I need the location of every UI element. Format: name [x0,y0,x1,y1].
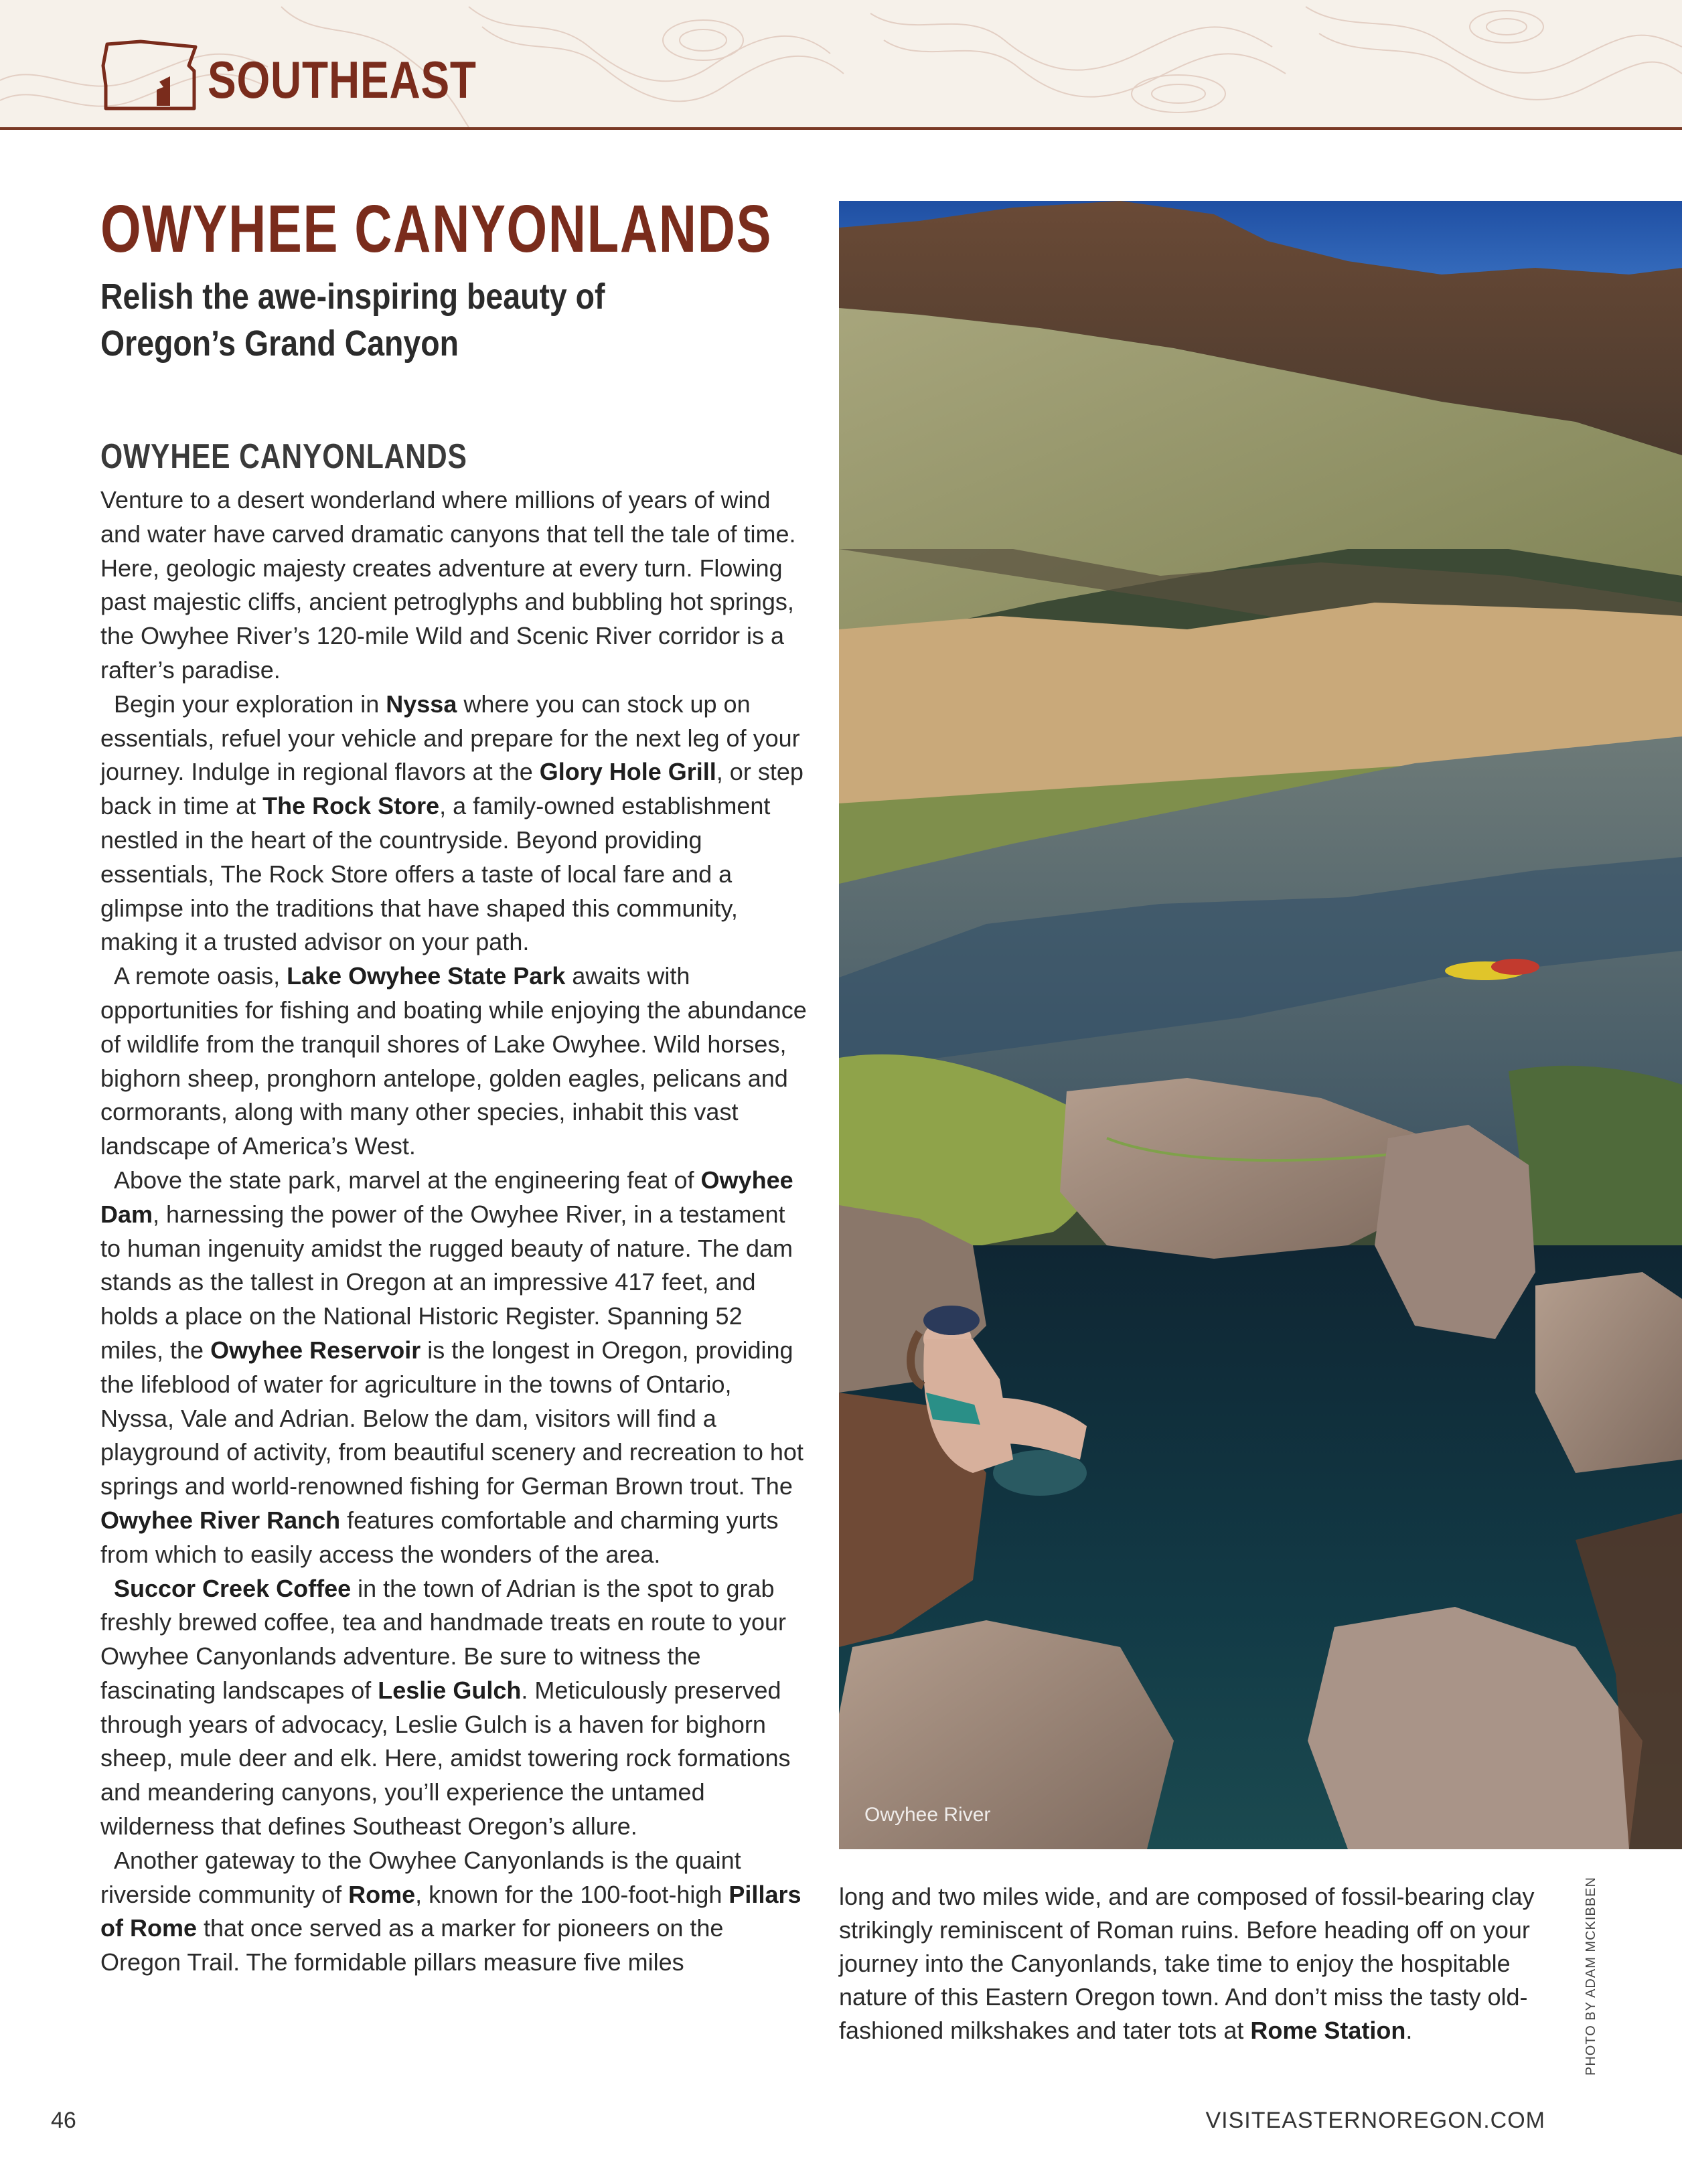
body-text-run: is the longest in Oregon, providing the lifeblood of water for agriculture in the towns of Ontario, Nyssa, Vale and Adrian. Below the dam, visitors will find a playground of activity, from beautiful scenery and recreation to hot springs and world-renowned fishing for German Brown trout. The [100,1336,804,1500]
body-paragraph [100,1844,810,1980]
page-header [0,0,1682,130]
body-text-run: . [1405,2017,1413,2044]
photo-credit: PHOTO BY ADAM MCKIBBEN [1584,1877,1598,2076]
photo-caption: Owyhee River [864,1804,991,1826]
body-text-run: awaits with opportunities for fishing and boating while enjoying the abundance of wildlife from the tranquil shores of Lake Owyhee. Wild horses, bighorn sheep, pronghorn antelope, golden eagles, pelicans and cormorants, along with many other species, inhabit this vast landscape of America’s West. [100,962,807,1160]
highlighted-place-name: Owyhee Reservoir [210,1336,421,1364]
body-text-run: Begin your exploration in [114,690,386,718]
highlighted-place-name: Leslie Gulch [378,1676,522,1704]
section-label: SOUTHEAST [208,50,477,109]
body-text-run: Above the state park, marvel at the engineering feat of [114,1166,701,1194]
highlighted-place-name: Succor Creek Coffee [114,1574,352,1602]
body-text-run: , known for the 100-foot-high [415,1880,729,1908]
body-paragraph [100,1164,810,1572]
body-text-run: where you can stock up on essentials, refuel your vehicle and prepare for the next leg of your journey. Indulge in regional flavors at the [100,690,800,786]
highlighted-place-name: Owyhee Dam [100,1166,793,1228]
highlighted-place-name: Glory Hole Grill [539,758,716,786]
body-paragraph [100,1572,810,1844]
body-text-run: Another gateway to the Owyhee Canyonlands is the quaint riverside community of [100,1846,741,1908]
article-body [100,483,810,1980]
website-link[interactable]: VISITEASTERNOREGON.COM [1205,2108,1545,2133]
body-text-run: . Meticulously preserved through years of advocacy, Leslie Gulch is a haven for bighorn sheep, mule deer and elk. Here, amidst towering rock formations and meandering canyons, you’ll experience the untamed wilderness that defines Southeast Oregon’s allure. [100,1676,791,1841]
highlighted-place-name: Owyhee River Ranch [100,1506,341,1534]
body-paragraph [100,483,810,688]
body-text-run: long and two miles wide, and are composed of fossil-bearing clay strikingly reminiscent of Roman ruins. Before heading off on your journey into the Canyonlands, take time to enjoy the hospitable nature of this Eastern Oregon town. And don’t miss the tasty old-fashioned milkshakes and tater tots at [839,1883,1535,2044]
highlighted-place-name: The Rock Store [262,792,440,820]
highlighted-place-name: Lake Owyhee State Park [287,962,566,990]
article-continuation [839,1880,1555,2047]
owyhee-river-photo [839,201,1682,1849]
body-text-run: features comfortable and charming yurts from which to easily access the wonders of the area. [100,1506,779,1568]
highlighted-place-name: Rome Station [1250,2017,1406,2044]
highlighted-place-name: Nyssa [386,690,457,718]
body-paragraph [100,688,810,959]
body-paragraph [839,1880,1555,2047]
body-text-run: Venture to a desert wonderland where millions of years of wind and water have carved dramatic canyons that tell the tale of time. Here, geologic majesty creates adventure at every turn. Flowing past majestic cliffs, ancient petroglyphs and bubbling hot springs, the Owyhee River’s 120-mile Wild and Scenic River corridor is a rafter’s paradise. [100,486,796,684]
body-paragraph [100,959,810,1164]
body-text-run: in the town of Adrian is the spot to grab freshly brewed coffee, tea and handmade treats en route to your Owyhee Canyonlands adventure. Be sure to witness the fascinating landscapes of [100,1574,786,1704]
body-text-run: that once served as a marker for pioneers on the Oregon Trail. The formidable pillars measure five miles [100,1914,724,1976]
section-subhead: OWYHEE CANYONLANDS [100,437,467,476]
page-number: 46 [51,2108,76,2133]
article-subtitle: Relish the awe-inspiring beauty of Oregon’s Grand Canyon [100,277,605,364]
oregon-state-icon [100,39,201,112]
body-text-run: , harnessing the power of the Owyhee River, in a testament to human ingenuity amidst the rugged beauty of nature. The dam stands as the tallest in Oregon at an impressive 417 feet, and holds a place on the National Historic Register. Spanning 52 miles, the [100,1200,793,1364]
body-text-run: , or step back in time at [100,758,804,820]
body-text-run: , a family-owned establishment nestled in the heart of the countryside. Beyond providing essentials, The Rock Store offers a taste of local fare and a glimpse into the traditions that have shaped this community, making it a trusted advisor on your path. [100,792,771,956]
highlighted-place-name: Pillars of Rome [100,1880,801,1942]
highlighted-place-name: Rome [348,1880,416,1908]
article-title: OWYHEE CANYONLANDS [100,191,773,266]
body-text-run: A remote oasis, [114,962,287,990]
